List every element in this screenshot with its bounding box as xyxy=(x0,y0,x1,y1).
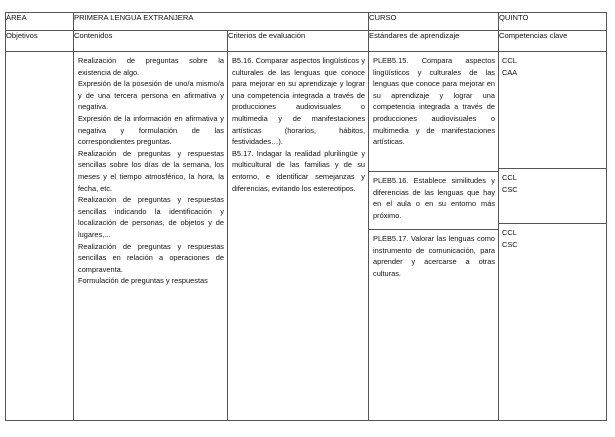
column-estandares: Estándares de aprendizaje xyxy=(369,31,499,52)
contenido-item: Realización de preguntas y respuestas sencillas indicando la identificación y localización de personas, de objetos y de lugares,... xyxy=(78,195,224,239)
competencias-cell xyxy=(499,52,607,421)
criterio-item: B5.17. Indagar la realidad plurilingüe y multicultural de las familias y de su entorno, e identificar semejanzas y diferencias, evitando los estereotipos. xyxy=(232,148,366,193)
estandar-block xyxy=(369,172,498,230)
competencia-code: CCL xyxy=(502,56,517,65)
contenido-item: Realización de preguntas y respuestas sencillas en relación a operaciones de compraventa. xyxy=(78,241,224,274)
column-criterios: Criterios de evaluación xyxy=(228,31,369,52)
column-objetivos: Objetivos xyxy=(6,31,74,52)
column-competencias: Competencias clave xyxy=(499,31,607,52)
header-row xyxy=(6,13,607,31)
estandar-text: PLEB5.16. Establece similitudes y diferencias de las lenguas que hay en el aula o en su entorno más próximo. xyxy=(373,176,496,220)
contenido-item: Realización de preguntas y respuestas sencillas sobre los días de la semana, los meses y el tiempo atmosférico, la hora, la fecha, etc. xyxy=(78,148,224,193)
competencia-code: CSC xyxy=(502,184,518,194)
area-label: ÁREA xyxy=(6,13,74,31)
contenido-item: Expresión de la información en afirmativa y negativa y formulación de las correspondientes preguntas. xyxy=(78,113,224,147)
criterios-cell xyxy=(228,52,369,421)
competencias-block xyxy=(499,52,606,169)
curriculum-sheet xyxy=(5,12,606,432)
curso-value: QUINTO xyxy=(499,13,607,31)
estandares-cell xyxy=(369,52,499,421)
contenido-item: Formulación de preguntas y respuestas xyxy=(78,276,208,286)
contenido-item: Realización de preguntas sobre la existencia de algo. xyxy=(78,56,224,77)
competencias-block xyxy=(499,169,606,224)
curso-label: CURSO xyxy=(369,13,499,31)
criterio-item: B5.16. Comparar aspectos lingüísticos y culturales de las lenguas que conoce para mejorar en su aprendizaje y lograr una competencia integrada a través de producciones audiovisuales o multimedia y de manifestaciones artísticas (horarios, hábitos, festividades…). xyxy=(232,56,366,147)
estandar-block xyxy=(369,230,498,282)
subject-title: PRIMERA LENGUA EXTRANJERA xyxy=(74,13,369,31)
objetivos-cell xyxy=(6,52,74,421)
contenidos-cell xyxy=(74,52,228,421)
competencia-code: CAA xyxy=(502,67,518,77)
column-contenidos: Contenidos xyxy=(74,31,228,52)
estandar-text: PLEB5.15. Compara aspectos lingüísticos y culturales de las lenguas que conoce para mejorar en su aprendizaje y lograr una competencia integrada a través de producciones audiovisuales o multimedia y de manifestaciones artísticas. xyxy=(373,56,496,147)
competencia-code: CCL xyxy=(502,173,517,182)
column-header-row xyxy=(6,31,607,52)
competencia-code: CCL xyxy=(502,228,517,237)
contenido-item: Expresión de la posesión de uno/a mismo/a y de una tercera persona en afirmativa y negativa. xyxy=(78,79,224,112)
estandar-text: PLEB5.17. Valorar las lenguas como instrumento de comunicación, para aprender y acercarse a otras culturas. xyxy=(373,234,496,278)
curriculum-table xyxy=(5,12,607,421)
competencias-block xyxy=(499,224,606,250)
estandar-block xyxy=(369,52,498,172)
content-row xyxy=(6,52,607,421)
competencia-code: CSC xyxy=(502,239,518,249)
